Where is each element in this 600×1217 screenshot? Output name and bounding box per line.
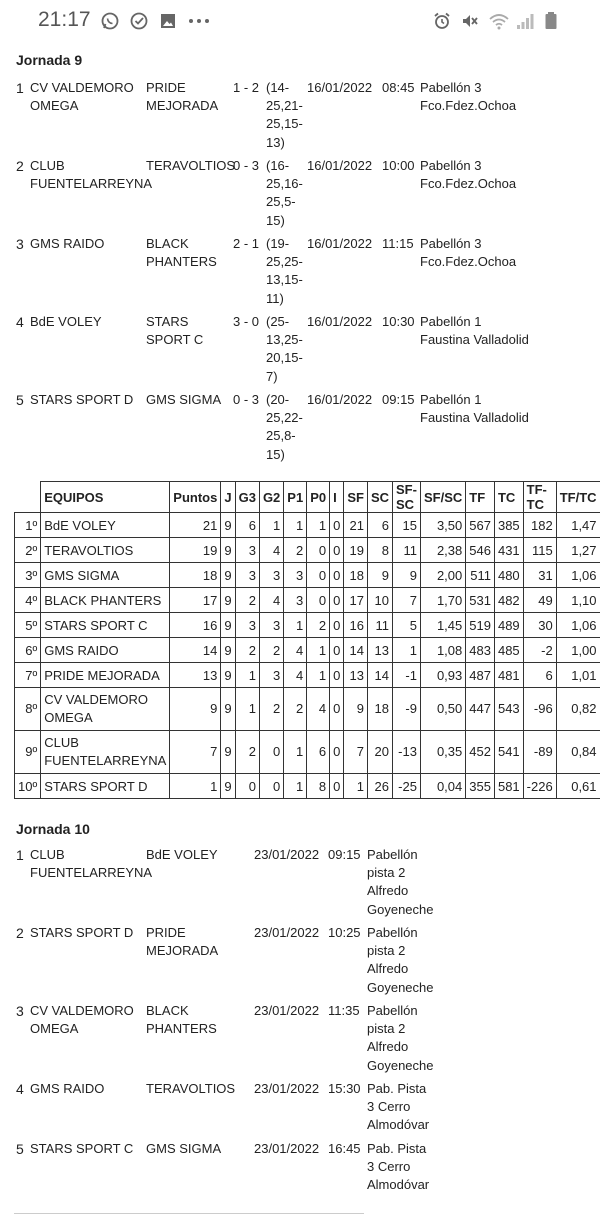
match-number: 1	[16, 847, 24, 863]
signal-icon	[516, 11, 536, 31]
away-team: GMS SIGMA	[146, 392, 222, 407]
match-time: 10:00	[382, 158, 415, 173]
match-venue: Pab. Pista 3 Cerro Almodóvar	[367, 1081, 430, 1133]
standings-cell: 9	[221, 731, 235, 774]
match-number: 3	[16, 236, 24, 252]
match-venue: Pabellón 3 Fco.Fdez.Ochoa	[420, 158, 517, 192]
standings-cell: 115	[523, 538, 556, 563]
standings-cell: 6	[235, 513, 259, 538]
standings-table	[14, 481, 600, 799]
standings-cell: 546	[466, 538, 495, 563]
standings-cell: 9	[221, 663, 235, 688]
standings-cell: 483	[466, 638, 495, 663]
standings-cell: 3	[235, 563, 259, 588]
home-team: GMS RAIDO	[30, 236, 105, 251]
match-venue: Pabellón 3 Fco.Fdez.Ochoa	[420, 80, 517, 114]
standings-cell: -89	[523, 731, 556, 774]
home-team: CLUB FUENTELARREYNA	[30, 158, 153, 192]
away-team: PRIDE MEJORADA	[146, 80, 219, 114]
standings-cell: 543	[494, 688, 523, 731]
standings-cell: 18	[367, 688, 392, 731]
position-header	[15, 482, 41, 513]
column-header: J	[221, 482, 235, 513]
standings-cell: 14	[170, 638, 221, 663]
standings-cell: 1	[284, 774, 307, 799]
set-scores: (14-25,21-25,15-13)	[266, 80, 303, 150]
standings-cell: 9	[221, 774, 235, 799]
jornada-9-title: Jornada 9	[16, 52, 83, 68]
status-time: 21:17	[38, 8, 91, 31]
standings-cell: 485	[494, 638, 523, 663]
standings-cell: 1	[393, 638, 421, 663]
home-team: CV VALDEMORO OMEGA	[30, 1003, 134, 1037]
standings-cell: 581	[494, 774, 523, 799]
match-number: 3	[16, 1003, 24, 1019]
away-team: TERAVOLTIOS	[146, 1081, 236, 1096]
match-number: 5	[16, 392, 24, 408]
standings-cell: 7	[393, 588, 421, 613]
standings-cell: 19	[170, 538, 221, 563]
standings-cell: 1,47	[556, 513, 600, 538]
standings-position: 10º	[15, 774, 41, 799]
standings-cell: 0,61	[556, 774, 600, 799]
standings-cell: -2	[523, 638, 556, 663]
column-header: SF/SC	[420, 482, 465, 513]
standings-position: 1º	[15, 513, 41, 538]
standings-cell: 9	[221, 538, 235, 563]
standings-position: 2º	[15, 538, 41, 563]
standings-cell: 3	[235, 538, 259, 563]
match-time: 15:30	[328, 1081, 361, 1096]
home-team: STARS SPORT C	[30, 1141, 134, 1156]
standings-cell: 0	[330, 638, 344, 663]
standings-cell: 567	[466, 513, 495, 538]
match-time: 09:15	[328, 847, 361, 862]
standings-cell: 2	[259, 688, 283, 731]
away-team: BdE VOLEY	[146, 847, 218, 862]
standings-cell: 0	[330, 563, 344, 588]
standings-cell: 5	[393, 613, 421, 638]
standings-cell: 0	[330, 774, 344, 799]
match-number: 2	[16, 925, 24, 941]
match-number: 5	[16, 1141, 24, 1157]
standings-cell: 355	[466, 774, 495, 799]
standings-row	[15, 538, 600, 563]
standings-cell: 1	[170, 774, 221, 799]
standings-cell: -226	[523, 774, 556, 799]
standings-cell: 1	[259, 513, 283, 538]
match-venue: Pabellón 1 Faustina Valladolid	[420, 314, 529, 348]
standings-cell: 0	[330, 613, 344, 638]
standings-cell: 20	[367, 731, 392, 774]
standings-cell: 0	[330, 688, 344, 731]
standings-cell: 4	[307, 688, 330, 731]
away-team: PRIDE MEJORADA	[146, 925, 219, 959]
check-circle-icon	[129, 11, 149, 31]
standings-cell: 2,38	[420, 538, 465, 563]
standings-cell: 6	[367, 513, 392, 538]
standings-row	[15, 731, 600, 774]
standings-team: TERAVOLTIOS	[41, 538, 170, 563]
column-header: TF-TC	[523, 482, 556, 513]
standings-cell: 7	[170, 731, 221, 774]
standings-cell: 3	[259, 663, 283, 688]
standings-cell: 9	[344, 688, 368, 731]
standings-cell: 0	[330, 538, 344, 563]
standings-team: CV VALDEMORO OMEGA	[41, 688, 170, 731]
standings-cell: 0	[330, 663, 344, 688]
standings-cell: 11	[393, 538, 421, 563]
standings-row	[15, 688, 600, 731]
standings-cell: 2	[284, 538, 307, 563]
column-header: TF/TC	[556, 482, 600, 513]
match-date: 23/01/2022	[254, 1081, 320, 1096]
away-team: GMS SIGMA	[146, 1141, 222, 1156]
standings-team: BLACK PHANTERS	[41, 588, 170, 613]
standings-cell: 0	[330, 731, 344, 774]
standings-cell: 9	[170, 688, 221, 731]
standings-cell: 1	[307, 638, 330, 663]
standings-cell: 1,01	[556, 663, 600, 688]
standings-cell: 3	[284, 563, 307, 588]
column-header: G2	[259, 482, 283, 513]
standings-row	[15, 563, 600, 588]
match-time: 10:30	[382, 314, 415, 329]
match-venue: Pab. Pista 3 Cerro Almodóvar	[367, 1141, 430, 1193]
standings-cell: 10	[367, 588, 392, 613]
standings-cell: 1,08	[420, 638, 465, 663]
standings-cell: 482	[494, 588, 523, 613]
standings-cell: 541	[494, 731, 523, 774]
standings-cell: 9	[221, 613, 235, 638]
standings-position: 8º	[15, 688, 41, 731]
standings-cell: 17	[344, 588, 368, 613]
standings-cell: 4	[259, 538, 283, 563]
match-date: 16/01/2022	[307, 158, 373, 173]
standings-cell: 0	[259, 774, 283, 799]
standings-cell: 6	[523, 663, 556, 688]
set-scores: (19-25,25-13,15-11)	[266, 236, 303, 306]
standings-cell: 2	[235, 638, 259, 663]
standings-cell: 9	[393, 563, 421, 588]
standings-cell: 4	[284, 663, 307, 688]
column-header: P0	[307, 482, 330, 513]
standings-row	[15, 663, 600, 688]
standings-cell: 1,27	[556, 538, 600, 563]
standings-cell: 1,00	[556, 638, 600, 663]
standings-cell: 3	[259, 563, 283, 588]
standings-cell: 4	[259, 588, 283, 613]
standings-cell: 2,00	[420, 563, 465, 588]
standings-cell: -25	[393, 774, 421, 799]
standings-cell: 480	[494, 563, 523, 588]
match-date: 23/01/2022	[254, 1003, 320, 1018]
match-time: 16:45	[328, 1141, 361, 1156]
standings-cell: 2	[235, 731, 259, 774]
home-team: GMS RAIDO	[30, 1081, 105, 1096]
standings-cell: 31	[523, 563, 556, 588]
standings-cell: 16	[170, 613, 221, 638]
standings-cell: 2	[307, 613, 330, 638]
match-date: 16/01/2022	[307, 236, 373, 251]
match-score: 3 - 0	[233, 314, 260, 329]
column-header: TF	[466, 482, 495, 513]
standings-cell: -1	[393, 663, 421, 688]
standings-cell: 7	[344, 731, 368, 774]
standings-cell: 49	[523, 588, 556, 613]
standings-cell: 2	[235, 588, 259, 613]
standings-cell: -13	[393, 731, 421, 774]
standings-cell: 1	[307, 513, 330, 538]
column-header: Puntos	[170, 482, 221, 513]
standings-cell: 0	[330, 513, 344, 538]
standings-cell: 431	[494, 538, 523, 563]
standings-row	[15, 513, 600, 538]
standings-cell: 0	[330, 588, 344, 613]
standings-cell: 0	[307, 538, 330, 563]
match-venue: Pabellón pista 2 Alfredo Goyeneche	[367, 925, 434, 995]
standings-cell: 531	[466, 588, 495, 613]
standings-cell: 0	[259, 731, 283, 774]
match-date: 16/01/2022	[307, 314, 373, 329]
standings-cell: 1	[284, 613, 307, 638]
standings-cell: 1,06	[556, 563, 600, 588]
standings-cell: 447	[466, 688, 495, 731]
match-number: 4	[16, 1081, 24, 1097]
standings-cell: 13	[367, 638, 392, 663]
away-team: BLACK PHANTERS	[146, 236, 217, 270]
standings-cell: 9	[221, 638, 235, 663]
standings-cell: 3,50	[420, 513, 465, 538]
match-time: 10:25	[328, 925, 361, 940]
standings-cell: 26	[367, 774, 392, 799]
standings-position: 3º	[15, 563, 41, 588]
match-date: 16/01/2022	[307, 80, 373, 95]
column-header: SF-SC	[393, 482, 421, 513]
column-header: SC	[367, 482, 392, 513]
match-venue: Pabellón 1 Faustina Valladolid	[420, 392, 529, 426]
standings-cell: 9	[221, 588, 235, 613]
column-header: P1	[284, 482, 307, 513]
standings-cell: 2	[284, 688, 307, 731]
standings-row	[15, 638, 600, 663]
standings-team: BdE VOLEY	[41, 513, 170, 538]
alarm-icon	[432, 11, 452, 31]
column-header: EQUIPOS	[41, 482, 170, 513]
standings-cell: -9	[393, 688, 421, 731]
standings-team: STARS SPORT C	[41, 613, 170, 638]
standings-cell: 182	[523, 513, 556, 538]
home-team: CLUB FUENTELARREYNA	[30, 847, 153, 881]
standings-cell: 1	[284, 513, 307, 538]
standings-cell: 13	[170, 663, 221, 688]
standings-cell: 1,06	[556, 613, 600, 638]
standings-cell: 511	[466, 563, 495, 588]
column-header: SF	[344, 482, 368, 513]
standings-row	[15, 613, 600, 638]
standings-cell: 1,45	[420, 613, 465, 638]
standings-cell: 489	[494, 613, 523, 638]
standings-cell: 18	[170, 563, 221, 588]
standings-header-row	[15, 482, 600, 513]
match-time: 08:45	[382, 80, 415, 95]
standings-cell: 0,50	[420, 688, 465, 731]
set-scores: (16-25,16-25,5-15)	[266, 158, 303, 228]
standings-team: GMS SIGMA	[41, 563, 170, 588]
home-team: BdE VOLEY	[30, 314, 102, 329]
standings-position: 7º	[15, 663, 41, 688]
standings-cell: 3	[284, 588, 307, 613]
standings-cell: 19	[344, 538, 368, 563]
match-number: 2	[16, 158, 24, 174]
standings-cell: 14	[344, 638, 368, 663]
match-score: 1 - 2	[233, 80, 260, 95]
standings-cell: 2	[259, 638, 283, 663]
away-team: STARS SPORT C	[146, 314, 204, 348]
standings-cell: 452	[466, 731, 495, 774]
match-date: 23/01/2022	[254, 847, 320, 862]
standings-cell: 6	[307, 731, 330, 774]
standings-cell: 0	[235, 774, 259, 799]
standings-cell: 21	[170, 513, 221, 538]
status-bar	[0, 0, 600, 44]
standings-cell: 21	[344, 513, 368, 538]
standings-row	[15, 588, 600, 613]
match-score: 2 - 1	[233, 236, 260, 251]
standings-cell: 13	[344, 663, 368, 688]
set-scores: (25-13,25-20,15-7)	[266, 314, 303, 384]
standings-cell: 1	[235, 663, 259, 688]
standings-cell: 0	[307, 563, 330, 588]
standings-cell: 1	[284, 731, 307, 774]
more-dots-icon	[187, 11, 207, 31]
standings-cell: 18	[344, 563, 368, 588]
match-venue: Pabellón pista 2 Alfredo Goyeneche	[367, 847, 434, 917]
standings-cell: 487	[466, 663, 495, 688]
standings-cell: 16	[344, 613, 368, 638]
match-number: 1	[16, 80, 24, 96]
mute-icon	[460, 11, 480, 31]
away-team: TERAVOLTIOS	[146, 158, 236, 173]
match-time: 11:35	[328, 1003, 360, 1018]
home-team: STARS SPORT D	[30, 925, 134, 940]
standings-cell: 519	[466, 613, 495, 638]
column-header: I	[330, 482, 344, 513]
standings-cell: 9	[221, 688, 235, 731]
match-venue: Pabellón pista 2 Alfredo Goyeneche	[367, 1003, 434, 1073]
divider	[14, 1213, 364, 1214]
standings-cell: 15	[393, 513, 421, 538]
standings-cell: 1,10	[556, 588, 600, 613]
standings-cell: 481	[494, 663, 523, 688]
standings-cell: 385	[494, 513, 523, 538]
standings-cell: 0,84	[556, 731, 600, 774]
home-team: STARS SPORT D	[30, 392, 134, 407]
standings-team: GMS RAIDO	[41, 638, 170, 663]
image-icon	[158, 11, 178, 31]
match-date: 23/01/2022	[254, 925, 320, 940]
match-score: 0 - 3	[233, 158, 260, 173]
standings-cell: 1	[235, 688, 259, 731]
standings-cell: 17	[170, 588, 221, 613]
match-date: 16/01/2022	[307, 392, 373, 407]
standings-position: 4º	[15, 588, 41, 613]
standings-cell: 1	[307, 663, 330, 688]
standings-cell: 9	[221, 563, 235, 588]
standings-position: 6º	[15, 638, 41, 663]
match-date: 23/01/2022	[254, 1141, 320, 1156]
standings-cell: 11	[367, 613, 392, 638]
standings-cell: 30	[523, 613, 556, 638]
standings-cell: 0,04	[420, 774, 465, 799]
standings-cell: 1,70	[420, 588, 465, 613]
standings-team: STARS SPORT D	[41, 774, 170, 799]
standings-cell: 0,82	[556, 688, 600, 731]
match-score: 0 - 3	[233, 392, 260, 407]
match-time: 09:15	[382, 392, 415, 407]
standings-team: PRIDE MEJORADA	[41, 663, 170, 688]
standings-cell: 4	[284, 638, 307, 663]
wifi-icon	[488, 11, 508, 31]
column-header: TC	[494, 482, 523, 513]
column-header: G3	[235, 482, 259, 513]
standings-cell: 9	[221, 513, 235, 538]
standings-cell: 0,93	[420, 663, 465, 688]
standings-position: 9º	[15, 731, 41, 774]
battery-icon	[544, 11, 564, 31]
standings-cell: 0,35	[420, 731, 465, 774]
standings-cell: 0	[307, 588, 330, 613]
standings-team: CLUB FUENTELARREYNA	[41, 731, 170, 774]
home-team: CV VALDEMORO OMEGA	[30, 80, 134, 114]
standings-cell: 14	[367, 663, 392, 688]
standings-cell: 3	[235, 613, 259, 638]
standings-cell: 3	[259, 613, 283, 638]
match-venue: Pabellón 3 Fco.Fdez.Ochoa	[420, 236, 517, 270]
standings-cell: 1	[344, 774, 368, 799]
set-scores: (20-25,22-25,8-15)	[266, 392, 303, 462]
whatsapp-icon	[100, 11, 120, 31]
jornada-10-title: Jornada 10	[16, 821, 90, 837]
standings-cell: 8	[307, 774, 330, 799]
standings-cell: -96	[523, 688, 556, 731]
standings-position: 5º	[15, 613, 41, 638]
standings-cell: 9	[367, 563, 392, 588]
standings-cell: 8	[367, 538, 392, 563]
match-time: 11:15	[382, 236, 414, 251]
standings-row	[15, 774, 600, 799]
match-number: 4	[16, 314, 24, 330]
away-team: BLACK PHANTERS	[146, 1003, 217, 1037]
